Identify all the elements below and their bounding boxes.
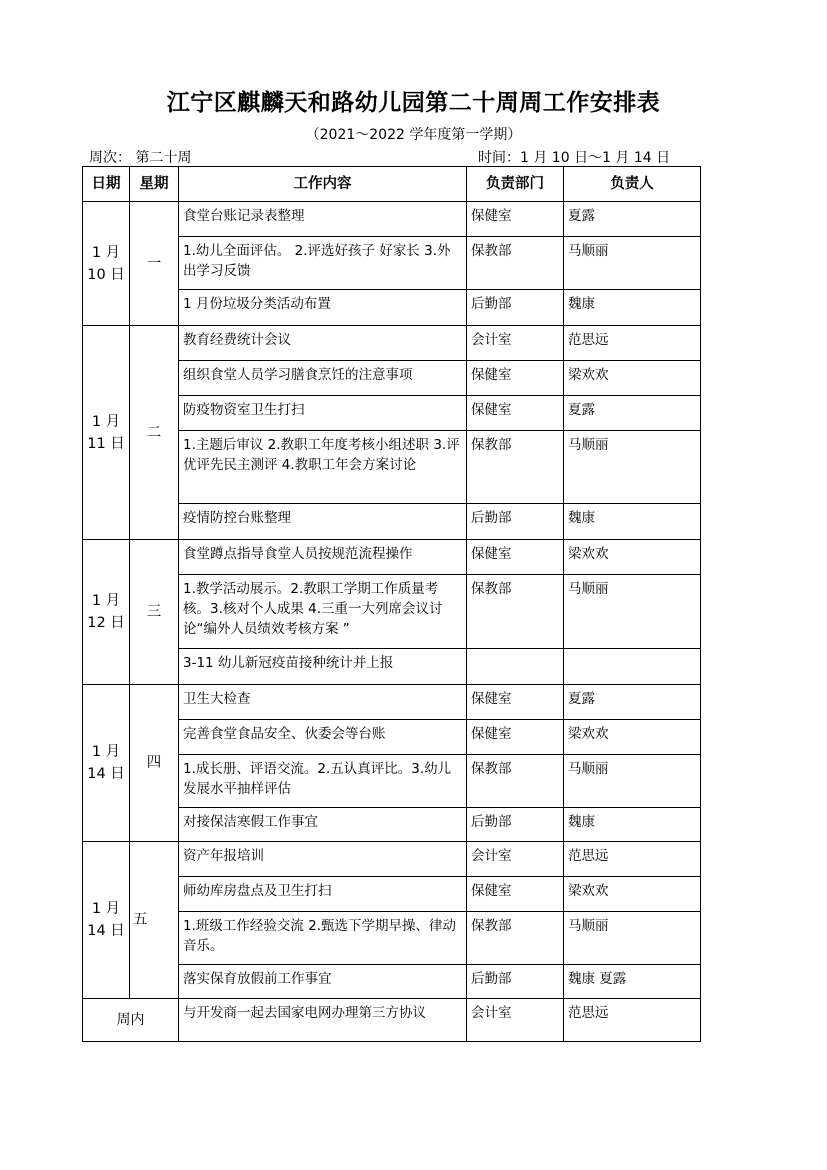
dept-cell: 保健室 <box>467 361 564 396</box>
time-label: 时间：1 月 10 日～1 月 14 日 <box>478 150 671 166</box>
content-cell: 卫生大检查 <box>179 685 467 720</box>
dept-cell: 保教部 <box>467 575 564 649</box>
person-cell: 夏露 <box>564 685 701 720</box>
content-cell: 1.幼儿全面评估。 2.评选好孩子 好家长 3.外出学习反馈 <box>179 237 467 290</box>
person-cell: 马顺丽 <box>564 237 701 290</box>
content-cell: 1.主题后审议 2.教职工年度考核小组述职 3.评优评先民主测评 4.教职工年会方案讨论 <box>179 431 467 504</box>
weekday-cell: 四 <box>130 685 179 842</box>
person-cell: 马顺丽 <box>564 431 701 504</box>
table-row <box>83 685 701 720</box>
person-cell: 梁欢欢 <box>564 877 701 912</box>
person-cell: 范思远 <box>564 999 701 1042</box>
dept-cell: 保教部 <box>467 237 564 290</box>
person-cell <box>564 649 701 685</box>
person-cell: 魏康 夏露 <box>564 965 701 999</box>
date-cell: 1 月 10 日 <box>83 202 130 326</box>
dept-cell: 后勤部 <box>467 808 564 842</box>
dept-cell: 会计室 <box>467 999 564 1042</box>
person-cell: 梁欢欢 <box>564 361 701 396</box>
page-subtitle: （2021～2022 学年度第一学期） <box>305 127 522 143</box>
content-cell: 疫情防控台账整理 <box>179 504 467 540</box>
dept-cell: 保教部 <box>467 912 564 965</box>
weekly-label-cell: 周内 <box>83 999 179 1042</box>
dept-cell: 保教部 <box>467 431 564 504</box>
header-row <box>83 167 701 202</box>
person-cell: 魏康 <box>564 290 701 326</box>
person-cell: 范思远 <box>564 326 701 361</box>
weekday-cell: 五 <box>130 842 179 999</box>
person-cell: 马顺丽 <box>564 575 701 649</box>
table-row-weekly <box>83 999 701 1042</box>
dept-cell: 后勤部 <box>467 290 564 326</box>
header-person: 负责人 <box>564 167 701 202</box>
schedule-table <box>82 166 701 1042</box>
dept-cell: 后勤部 <box>467 965 564 999</box>
person-cell: 夏露 <box>564 396 701 431</box>
dept-cell: 保健室 <box>467 720 564 755</box>
person-cell: 夏露 <box>564 202 701 237</box>
content-cell: 与开发商一起去国家电网办理第三方协议 <box>179 999 467 1042</box>
table-row <box>83 842 701 877</box>
content-cell: 师幼库房盘点及卫生打扫 <box>179 877 467 912</box>
person-cell: 范思远 <box>564 842 701 877</box>
dept-cell <box>467 649 564 685</box>
content-cell: 1.班级工作经验交流 2.甄选下学期早操、律动音乐。 <box>179 912 467 965</box>
table-row <box>83 326 701 361</box>
weekday-cell: 一 <box>130 202 179 326</box>
content-cell: 对接保洁寒假工作事宜 <box>179 808 467 842</box>
header-date: 日期 <box>83 167 130 202</box>
header-weekday: 星期 <box>130 167 179 202</box>
content-cell: 落实保育放假前工作事宜 <box>179 965 467 999</box>
content-cell: 组织食堂人员学习膳食烹饪的注意事项 <box>179 361 467 396</box>
table-row <box>83 540 701 575</box>
table-row <box>83 202 701 237</box>
dept-cell: 保健室 <box>467 685 564 720</box>
person-cell: 魏康 <box>564 504 701 540</box>
week-label: 周次： 第二十周 <box>89 150 192 166</box>
person-cell: 梁欢欢 <box>564 540 701 575</box>
date-cell: 1 月 12 日 <box>83 540 130 685</box>
content-cell: 1.成长册、评语交流。2.五认真评比。3.幼儿发展水平抽样评估 <box>179 755 467 808</box>
content-cell: 防疫物资室卫生打扫 <box>179 396 467 431</box>
content-cell: 1.教学活动展示。2.教职工学期工作质量考核。3.核对个人成果 4.三重一大列席会议讨论“编外人员绩效考核方案 ” <box>179 575 467 649</box>
content-cell: 食堂台账记录表整理 <box>179 202 467 237</box>
content-cell: 资产年报培训 <box>179 842 467 877</box>
weekday-cell: 三 <box>130 540 179 685</box>
content-cell: 完善食堂食品安全、伙委会等台账 <box>179 720 467 755</box>
person-cell: 马顺丽 <box>564 755 701 808</box>
weekday-cell: 二 <box>130 326 179 540</box>
dept-cell: 会计室 <box>467 326 564 361</box>
dept-cell: 会计室 <box>467 842 564 877</box>
page-title: 江宁区麒麟天和路幼儿园第二十周周工作安排表 <box>166 89 661 116</box>
person-cell: 魏康 <box>564 808 701 842</box>
dept-cell: 保健室 <box>467 202 564 237</box>
dept-cell: 保健室 <box>467 396 564 431</box>
dept-cell: 后勤部 <box>467 504 564 540</box>
content-cell: 3-11 幼儿新冠疫苗接种统计并上报 <box>179 649 467 685</box>
date-cell: 1 月 14 日 <box>83 842 130 999</box>
content-cell: 食堂蹲点指导食堂人员按规范流程操作 <box>179 540 467 575</box>
dept-cell: 保教部 <box>467 755 564 808</box>
dept-cell: 保健室 <box>467 540 564 575</box>
header-content: 工作内容 <box>179 167 467 202</box>
date-cell: 1 月 14 日 <box>83 685 130 842</box>
person-cell: 马顺丽 <box>564 912 701 965</box>
date-cell: 1 月 11 日 <box>83 326 130 540</box>
header-dept: 负责部门 <box>467 167 564 202</box>
content-cell: 1 月份垃圾分类活动布置 <box>179 290 467 326</box>
dept-cell: 保健室 <box>467 877 564 912</box>
content-cell: 教育经费统计会议 <box>179 326 467 361</box>
person-cell: 梁欢欢 <box>564 720 701 755</box>
